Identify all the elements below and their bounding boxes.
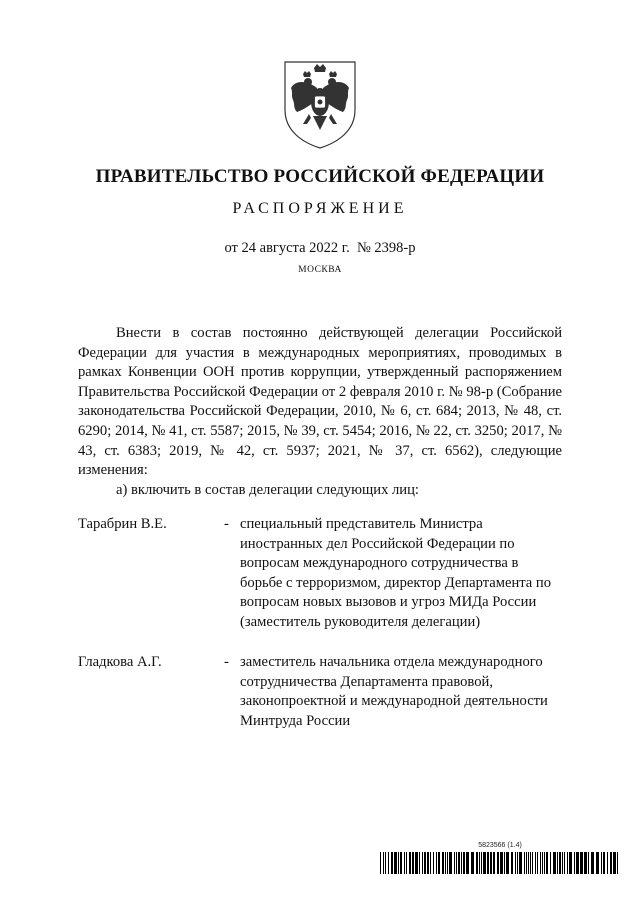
- document-city: МОСКВА: [298, 265, 342, 275]
- person-dash: -: [224, 654, 229, 670]
- barcode-block: [380, 842, 620, 876]
- government-title: ПРАВИТЕЛЬСТВО РОССИЙСКОЙ ФЕДЕРАЦИИ: [95, 166, 545, 187]
- person-name: Гладкова А.Г.: [78, 654, 162, 670]
- person-dash: -: [224, 516, 229, 532]
- barcode-number: 5823566 (1.4): [478, 842, 522, 849]
- person-name: Тарабрин В.Е.: [78, 516, 167, 532]
- document-date-number: [0, 240, 640, 257]
- body-paragraph-2: а) включить в состав делегации следующих лиц:: [116, 481, 419, 498]
- barcode-image: [380, 852, 620, 874]
- document-date: от 24 августа 2022 г.: [224, 240, 350, 256]
- person-role: специальный представитель Министра иностранных дел Российской Федерации по вопросам международного сотрудничества в борьбе с терроризмом, директор Департамента по вопросам новых вызовов и угроз МИДа России (заместитель руководителя делегации): [240, 516, 552, 630]
- person-role: заместитель начальника отдела международного сотрудничества Департамента правовой, законопроектной и международной деятельности Минтруда России: [240, 654, 548, 729]
- document-number: № 2398-р: [356, 240, 416, 256]
- coat-of-arms-emblem: [281, 58, 359, 150]
- document-body: [78, 324, 562, 500]
- document-type: РАСПОРЯЖЕНИЕ: [232, 200, 408, 217]
- body-paragraph-1: Внести в состав постоянно действующей делегации Российской Федерации для участия в международных мероприятиях, проводимых в рамках Конвенции ООН против коррупции, утвержденный распоряжением Правительства Российской Федерации от 2 февраля 2010 г. № 98-р (Собрание законодательства Российской Федерации, 2010, № 6, ст. 684; 2013, № 48, ст. 6290; 2014, № 41, ст. 5587; 2015, № 39, ст. 5454; 2016, № 22, ст. 3250; 2017, № 43, ст. 6383; 2019, № 42, ст. 5937; 2021, № 37, ст. 6562), следующие изменения:: [78, 325, 562, 479]
